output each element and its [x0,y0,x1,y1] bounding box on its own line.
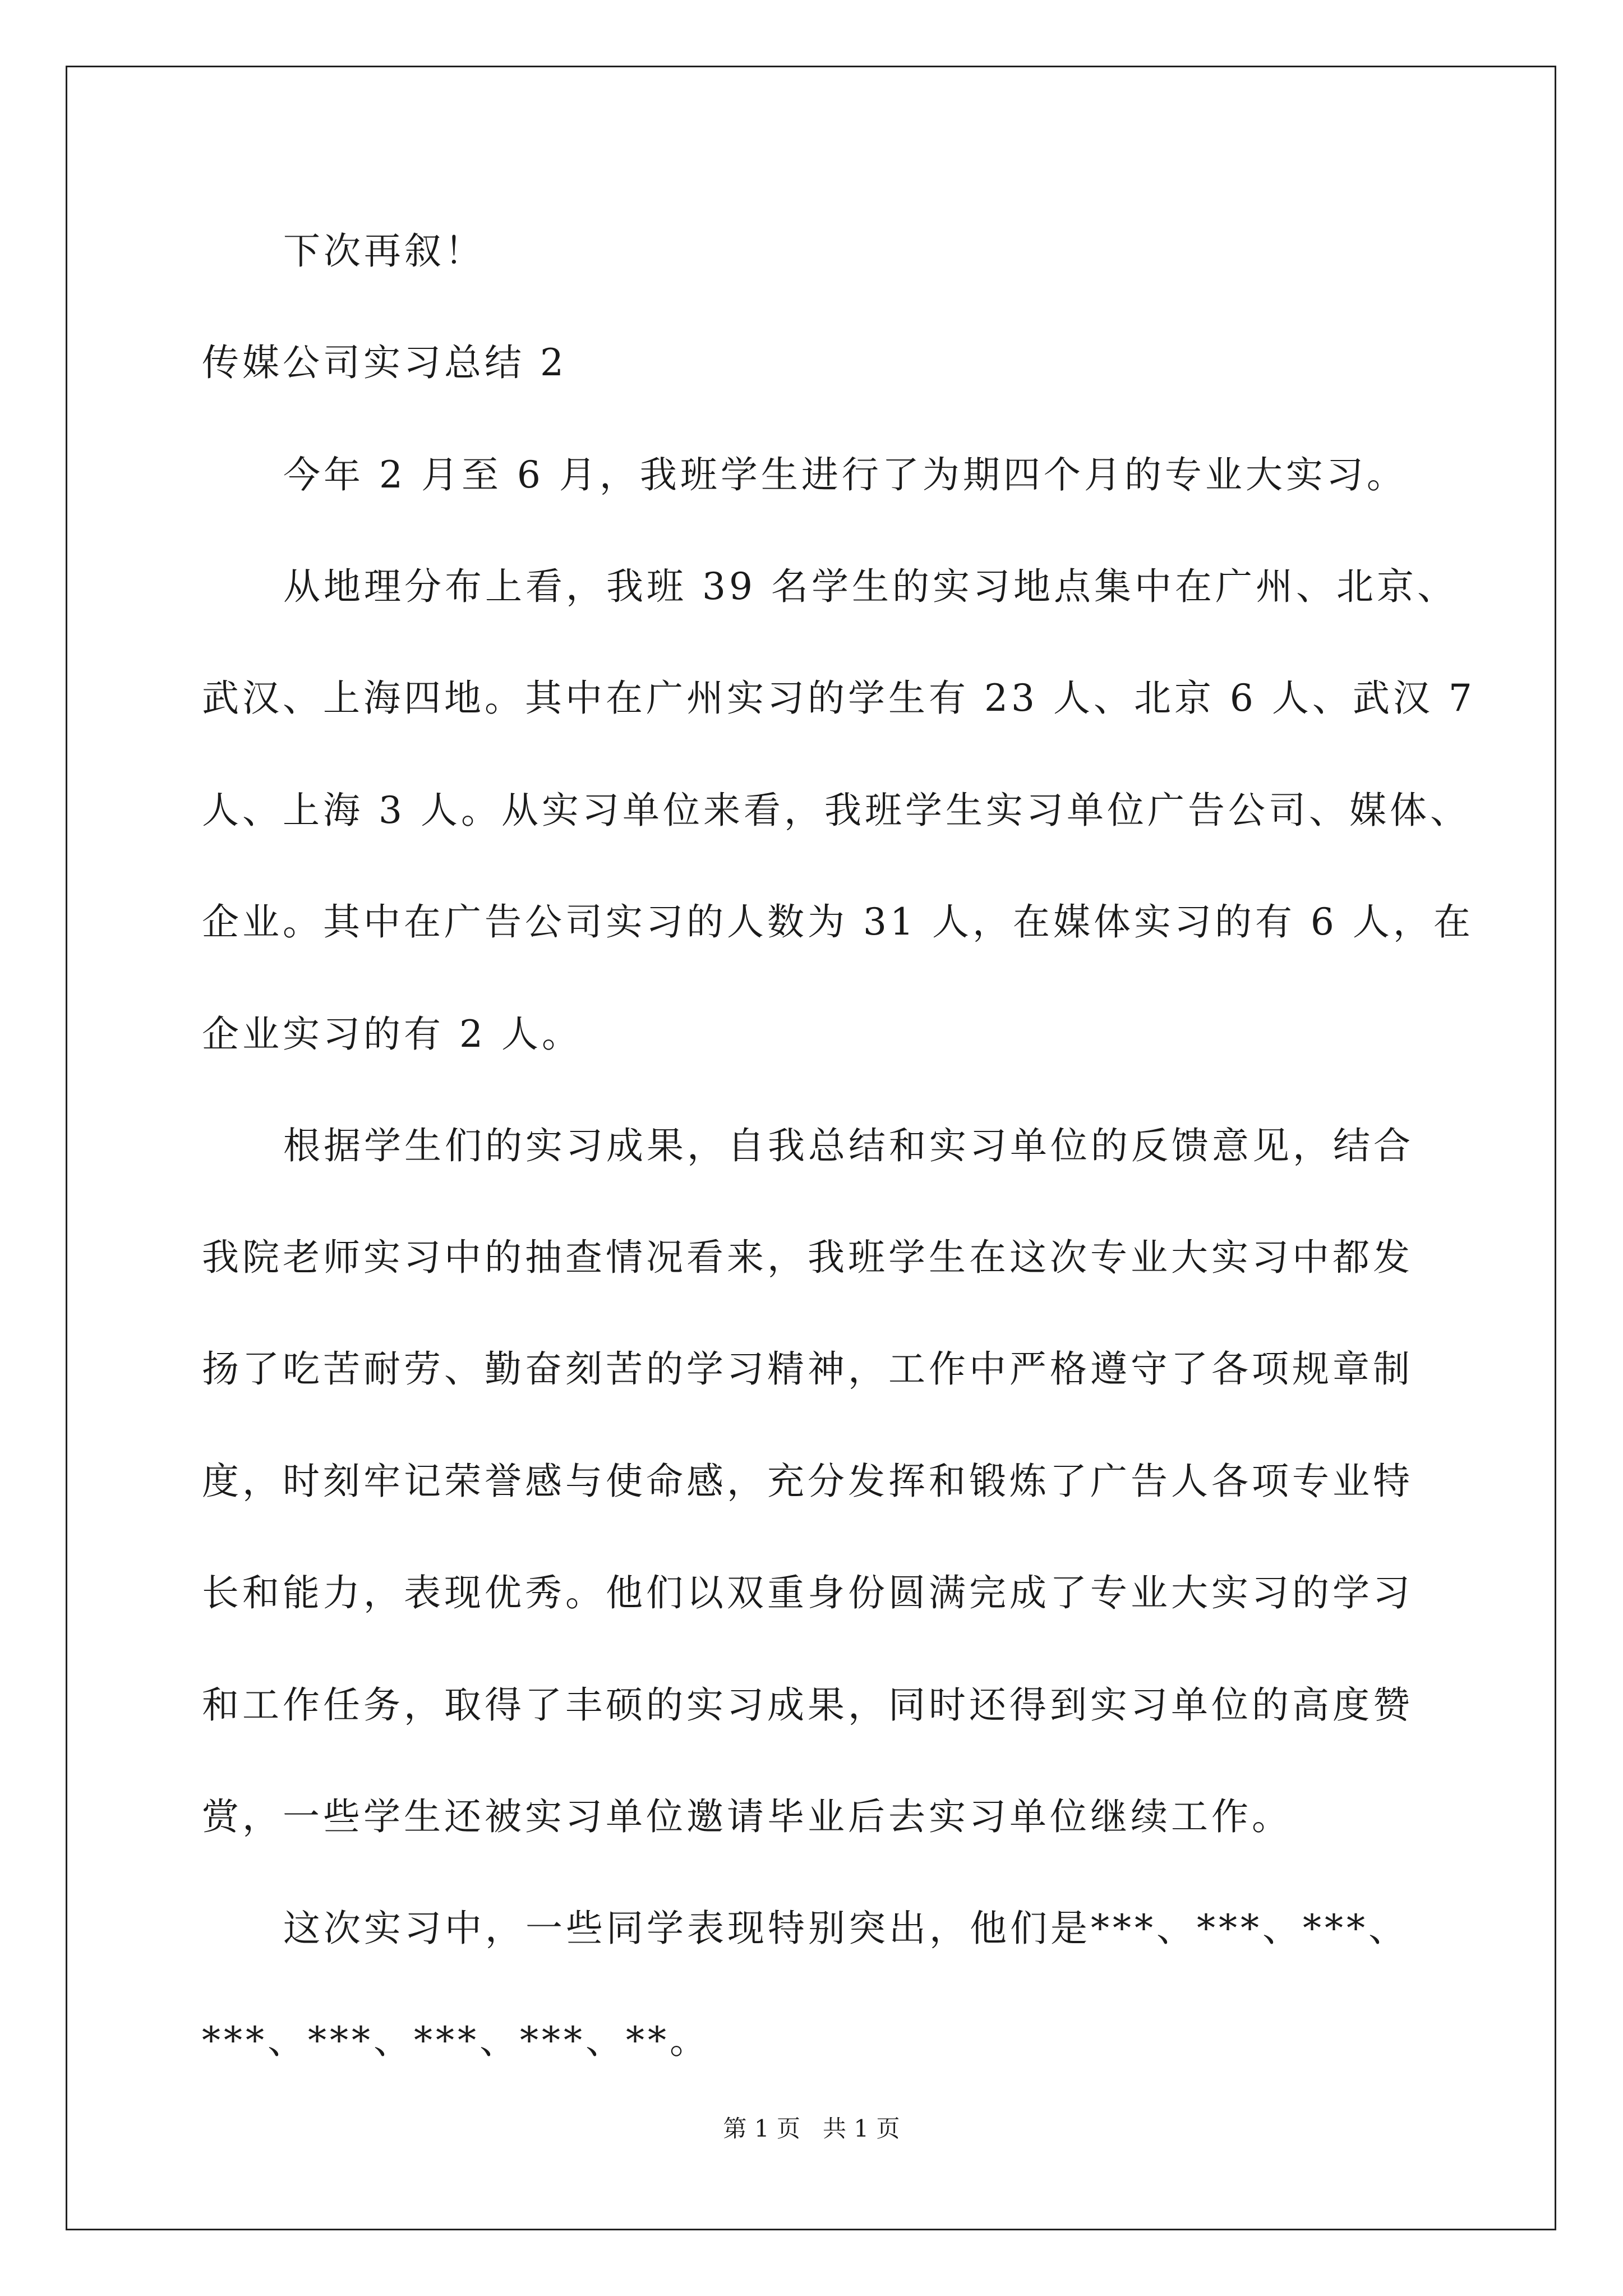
section-heading: 传媒公司实习总结 2 [202,341,567,384]
paragraph-line: 根据学生们的实习成果，自我总结和实习单位的反馈意见，结合 [283,1124,1414,1167]
paragraph-line: 长和能力，表现优秀。他们以双重身份圆满完成了专业大实习的学习 [202,1571,1413,1614]
paragraph-line: 武汉、上海四地。其中在广州实习的学生有 23 人、北京 6 人、武汉 7 [202,677,1476,720]
paragraph-line: 企业实习的有 2 人。 [202,1013,582,1056]
paragraph-line: 赏，一些学生还被实习单位邀请毕业后去实习单位继续工作。 [202,1795,1292,1838]
closing-line: 下次再叙！ [283,229,485,273]
paragraph-line: ***、***、***、***、**。 [202,2019,710,2062]
paragraph-line: 这次实习中，一些同学表现特别突出，他们是***、***、***、 [283,1907,1409,1950]
paragraph-line: 企业。其中在广告公司实习的人数为 31 人，在媒体实习的有 6 人，在 [202,900,1474,944]
paragraph-line: 人、上海 3 人。从实习单位来看，我班学生实习单位广告公司、媒体、 [202,789,1470,832]
paragraph-line: 和工作任务，取得了丰硕的实习成果，同时还得到实习单位的高度赞 [202,1683,1413,1727]
page-footer: 第 1 页 共 1 页 [723,2115,900,2142]
paragraph-line: 扬了吃苦耐劳、勤奋刻苦的学习精神，工作中严格遵守了各项规章制 [202,1347,1413,1391]
paragraph-line: 度，时刻牢记荣誉感与使命感，充分发挥和锻炼了广告人各项专业特 [202,1460,1413,1503]
paragraph-line: 我院老师实习中的抽查情况看来，我班学生在这次专业大实习中都发 [202,1236,1413,1279]
paragraph-line: 从地理分布上看，我班 39 名学生的实习地点集中在广州、北京、 [283,565,1458,608]
paragraph-line: 今年 2 月至 6 月，我班学生进行了为期四个月的专业大实习。 [283,453,1407,496]
